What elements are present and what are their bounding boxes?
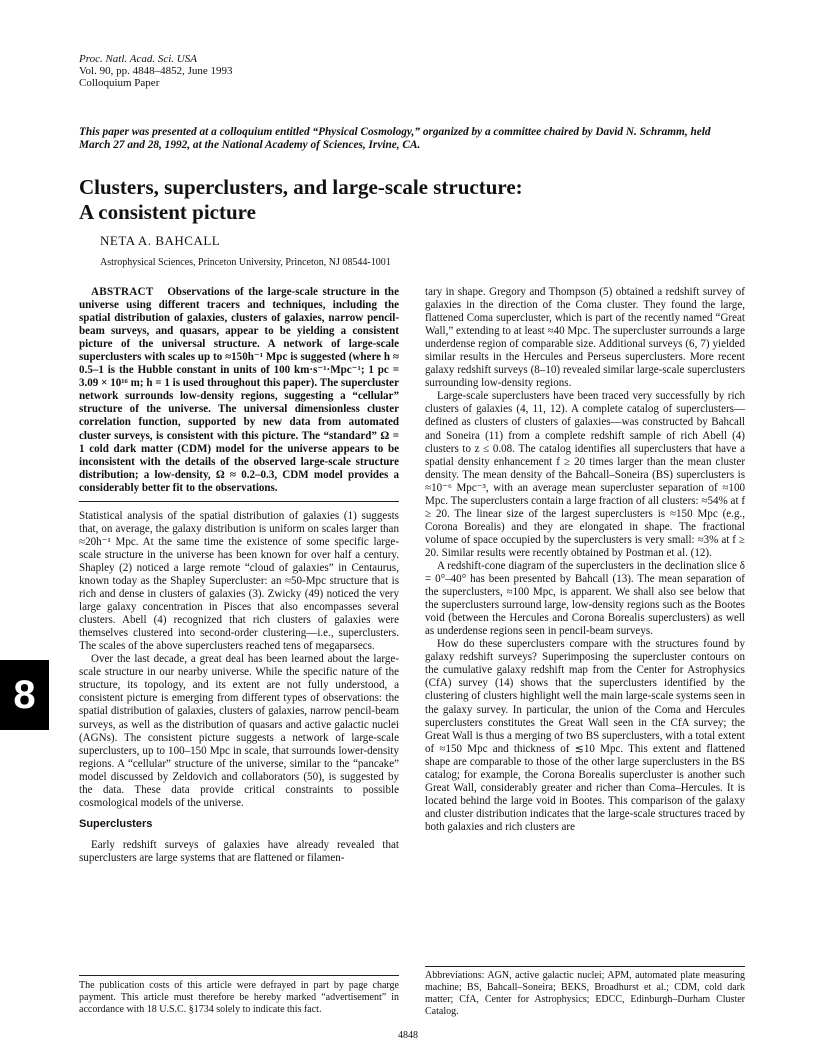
journal-name: Proc. Natl. Acad. Sci. USA [79, 53, 197, 65]
affiliation: Astrophysical Sciences, Princeton University, Princeton, NJ 08544-1001 [100, 257, 391, 268]
paper-title [79, 175, 739, 225]
abstract-divider [79, 501, 399, 502]
page-number: 4848 [398, 1030, 418, 1041]
body-paragraph: Over the last decade, a great deal has been learned about the large-scale structure in our nearby universe. While the specific nature of the structure, its topology, and its extent are not fully understood, a consistent picture is emerging from different types of observations: the spatial distribution of galaxies, clusters of galaxies, narrow pencil-beam surveys, as well as the distribution of quasars and active galactic nuclei (AGNs). The consistent picture suggests a network of large-scale superclusters, up to 100–150 Mpc in scale, that surrounds lower-density regions. A “cellular” structure of the universe, similar to the “pancake” model discussed by Zeldovich and collaborators (50), is suggested by the data. These data provide critical constraints to possible cosmological models of the universe. [79, 653, 399, 809]
footnote-divider [425, 966, 745, 967]
footnote-divider [79, 975, 399, 976]
body-paragraph: How do these superclusters compare with the structures found by galaxy redshift surveys? Superimposing the supercluster contours on the cumulative galaxy redshift map from the Center for Astrophysics (CfA) survey (14) shows that the superclusters identified by the clustering of clusters highlight well the main large-scale systems seen in the galaxy survey. In particular, the union of the Coma and Hercules superclusters constitutes the Great Wall seen in the CfA survey; the Great Wall is thus a merging of two BS superclusters, with a total extent of ≈150 Mpc and thickness of ≲10 Mpc. This extent and flattened shape are comparable to those of the other large superclusters in the BS catalog; for example, the Corona Borealis supercluster is another such Great Wall, considerably greater and richer than Coma–Hercules. It is located behind the large void in Bootes. This comparison of the galaxy and cluster distribution indicates that the large-scale structures traced by both galaxies and rich clusters are [425, 638, 745, 833]
body-paragraph: Statistical analysis of the spatial distribution of galaxies (1) suggests that, on average, the galaxy distribution is uniform on scales larger than ≈20h⁻¹ Mpc. At the same time the existence of some specific large-scale structure in the universe has been known for over half a century. Shapley (2) noticed a large remote “cloud of galaxies” in Centaurus, known today as the Shapley Supercluster: an ≈50-Mpc structure that is rich and dense in clusters of galaxies (3). Zwicky (49) noticed the very large galaxy concentration in Pisces that also encompasses several clusters. Abell (4) recognized that rich clusters of galaxies were themselves clustered into second-order clustering—i.e., superclusters. The scales of the above superclusters reached tens of megaparsecs. [79, 509, 399, 653]
left-column [79, 286, 399, 865]
right-column [425, 286, 745, 834]
section-tab: 8 [0, 660, 49, 730]
abbreviations-text: Abbreviations: AGN, active galactic nuclei; APM, automated plate measuring machine; BS, Bahcall–Soneira; BEKS, Broadhurst et al.; CDM, cold dark matter; CfA, Center for Astrophysics; EDCC, Edinburgh–Durham Cluster Catalog. [425, 970, 745, 1017]
abstract [79, 286, 399, 495]
colloquium-note: This paper was presented at a colloquium entitled “Physical Cosmology,” organized by a committee chaired by David N. Schramm, held March 27 and 28, 1992, at the National Academy of Sciences, Irvine, CA. [79, 126, 711, 151]
abbreviations [425, 966, 745, 1018]
publication-note [79, 975, 399, 1016]
abstract-label: ABSTRACT [91, 286, 154, 298]
journal-header [79, 53, 233, 89]
title-line-1: Clusters, superclusters, and large-scale structure: [79, 175, 523, 199]
title-line-2: A consistent picture [79, 200, 256, 224]
body-paragraph: tary in shape. Gregory and Thompson (5) obtained a redshift survey of galaxies in the direction of the Coma cluster. They found the large, flattened Coma supercluster, which is part of the recently named “Great Wall,” extending to at least ≈40 Mpc. The supercluster surrounds a large underdense region of comparable size. Additional surveys (6, 7) yielded similar results in the Hercules and Perseus superclusters. More recent galaxy redshift surveys (8–10) revealed similar large-scale superclusters surrounding low-density regions. [425, 286, 745, 390]
body-paragraph: A redshift-cone diagram of the superclusters in the declination slice δ = 0°–40° has been presented by Bahcall (13). The mean separation of the superclusters, ≈100 Mpc, is apparent. We shall also see below that the superclusters surround large, low-density regions such as the Bootes void (between the Hercules and Corona Borealis superclusters) as well as underdense regions seen in pencil-beam surveys. [425, 559, 745, 638]
section-heading: Superclusters [79, 817, 153, 830]
abstract-text: Observations of the large-scale structure in the universe using different tracers and techniques, including the spatial distribution of galaxies, clusters of galaxies, narrow pencil-beam surveys, and quasars, appear to be yielding a consistent picture of the universal structure. A network of large-scale superclusters with scales up to ≈150h⁻¹ Mpc is suggested (where h ≈ 0.5–1 is the Hubble constant in units of 100 km·s⁻¹·Mpc⁻¹; 1 pc = 3.09 × 10¹⁶ m; h = 1 is used throughout this paper). The supercluster network surrounds low-density regions, suggesting a “cellular” structure of the universe. The universal dimensionless cluster correlation function, supported by new data from automated cluster surveys, is consistent with this picture. The “standard” Ω = 1 cold dark matter (CDM) model for the universe appears to be inconsistent with the details of the observed large-scale structure distribution; a low-density, Ω ≈ 0.2–0.3, CDM model provides a considerably better fit to the observations. [79, 286, 399, 494]
author: NETA A. BAHCALL [100, 233, 221, 248]
journal-volume: Vol. 90, pp. 4848–4852, June 1993 [79, 65, 233, 77]
body-paragraph: Early redshift surveys of galaxies have already revealed that superclusters are large systems that are flattened or filamen- [79, 838, 399, 864]
publication-note-text: The publication costs of this article were defrayed in part by page charge payment. This article must therefore be hereby marked “advertisement” in accordance with 18 U.S.C. §1734 solely to indicate this fact. [79, 980, 399, 1015]
body-paragraph: Large-scale superclusters have been traced very successfully by rich clusters of galaxies (4, 11, 12). A complete catalog of superclusters—defined as clusters of clusters of galaxies—was constructed by Bahcall and Soneira (11) from a complete redshift sample of rich Abell (4) clusters to z ≤ 0.08. The catalog identifies all superclusters that have a spatial density enhancement f ≥ 20 times larger than the mean cluster density. The mean density of the Bahcall–Soneira (BS) superclusters is ≈10⁻⁶ Mpc⁻³, with an average mean supercluster separation of ≈100 Mpc. The superclusters contain a large fraction of all clusters: ≈54% at f ≥ 20. The linear size of the largest superclusters is ≈150 Mpc (e.g., Corona Borealis) and they are elongated in shape. The fractional volume of space occupied by the superclusters is very small: ≈3% at f ≥ 20. Similar results were recently obtained by Postman et al. (12). [425, 390, 745, 559]
paper-type: Colloquium Paper [79, 77, 160, 89]
